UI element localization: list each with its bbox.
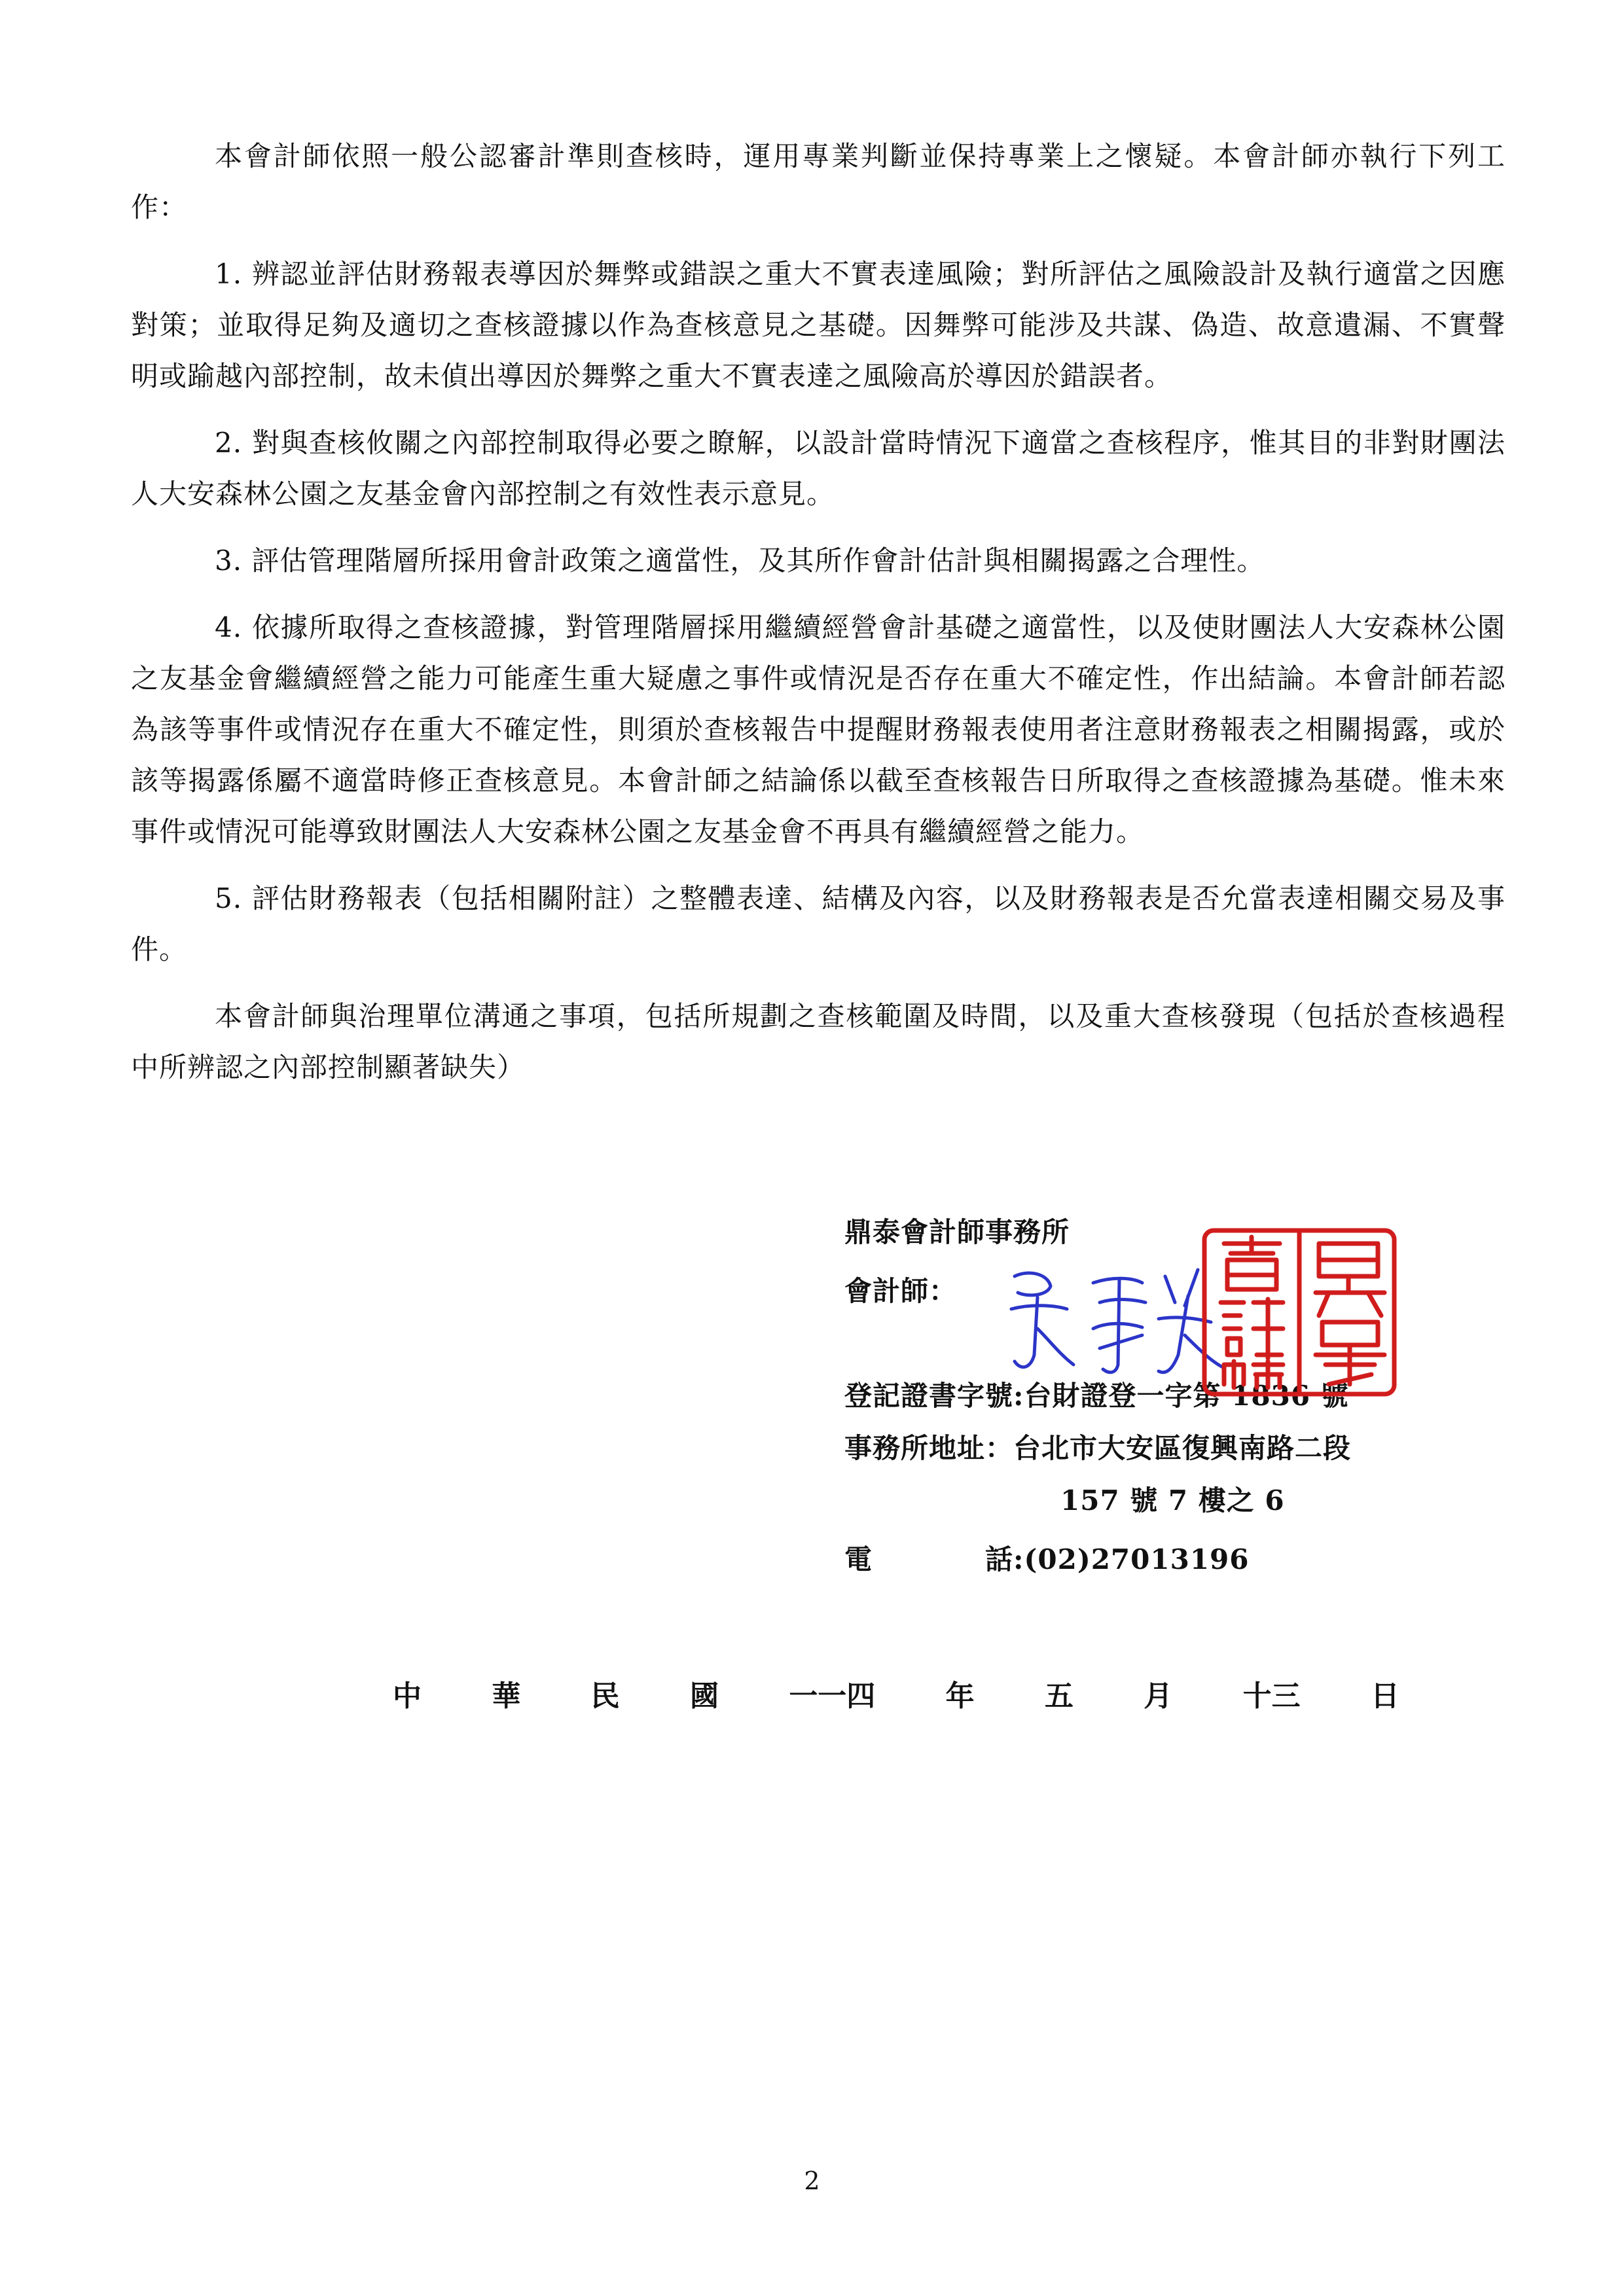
paragraph-item-4: 4. 依據所取得之查核證據，對管理階層採用繼續經營會計基礎之適當性，以及使財團法人大安森林公園之友基金會繼續經營之能力可能產生重大疑慮之事件或情況是否存在重大不確定性，作出結論。本會計師若認為該等事件或情況存在重大不確定性，則須於查核報告中提醒財務報表使用者注意財務報表之相關揭露，或於該等揭露係屬不適當時修正查核意見。本會計師之結論係以截至查核報告日所取得之查核證據為基礎。惟未來事件或情況可能導致財團法人大安森林公園之友基金會不再具有繼續經營之能力。 bbox=[131, 611, 1506, 848]
phone-label: 電 話: bbox=[844, 1543, 1024, 1575]
cert-value: 台財證登一字第 1836 號 bbox=[1024, 1380, 1349, 1412]
date-part: 五 bbox=[1044, 1679, 1074, 1713]
report-body bbox=[131, 131, 1506, 1109]
cert-label: 登記證書字號: bbox=[844, 1380, 1024, 1412]
paragraph-item-3: 3. 評估管理階層所採用會計政策之適當性，及其所作會計估計與相關揭露之合理性。 bbox=[215, 545, 1265, 577]
date-part: 日 bbox=[1370, 1679, 1399, 1713]
paragraph-intro: 本會計師依照一般公認審計準則查核時，運用專業判斷並保持專業上之懷疑。本會計師亦執行下列工作： bbox=[131, 140, 1506, 223]
report-date bbox=[393, 1672, 1460, 1714]
date-part: 十三 bbox=[1242, 1679, 1301, 1713]
cpa-label: 會計師： bbox=[844, 1275, 958, 1307]
address-line-2: 157 號 7 樓之 6 bbox=[1060, 1484, 1285, 1516]
date-part: 年 bbox=[945, 1679, 975, 1713]
address-line-1: 台北市大安區復興南路二段 bbox=[1013, 1432, 1352, 1464]
date-part: 民 bbox=[590, 1679, 620, 1713]
phone-value: (02)27013196 bbox=[1024, 1543, 1250, 1575]
address-label: 事務所地址： bbox=[844, 1432, 1014, 1464]
date-part: 國 bbox=[689, 1679, 719, 1713]
paragraph-item-5: 5. 評估財務報表（包括相關附註）之整體表達、結構及內容，以及財務報表是否允當表達相關交易及事件。 bbox=[131, 882, 1506, 965]
date-part: 中 bbox=[393, 1679, 422, 1713]
paragraph-item-1: 1. 辨認並評估財務報表導因於舞弊或錯誤之重大不實表達風險；對所評估之風險設計及執行適當之因應對策；並取得足夠及適切之查核證據以作為查核意見之基礎。因舞弊可能涉及共謀、偽造、故意遺漏、不實聲明或踰越內部控制，故未偵出導因於舞弊之重大不實表達之風險高於導因於錯誤者。 bbox=[131, 258, 1506, 392]
firm-name: 鼎泰會計師事務所 bbox=[844, 1216, 1070, 1248]
paragraph-governance: 本會計師與治理單位溝通之事項，包括所規劃之查核範圍及時間，以及重大查核發現（包括於查核過程中所辨認之內部控制顯著缺失） bbox=[131, 1000, 1506, 1083]
date-part: 一一四 bbox=[789, 1679, 876, 1713]
address bbox=[844, 1427, 1351, 1466]
cpa-seal-stamp bbox=[1198, 1224, 1401, 1401]
date-part: 月 bbox=[1144, 1679, 1173, 1713]
phone bbox=[844, 1538, 1250, 1577]
page-number: 2 bbox=[804, 2166, 820, 2195]
date-part: 華 bbox=[492, 1679, 521, 1713]
paragraph-item-2: 2. 對與查核攸關之內部控制取得必要之瞭解，以設計當時情況下適當之查核程序，惟其目的非對財團法人大安森林公園之友基金會內部控制之有效性表示意見。 bbox=[131, 427, 1506, 510]
